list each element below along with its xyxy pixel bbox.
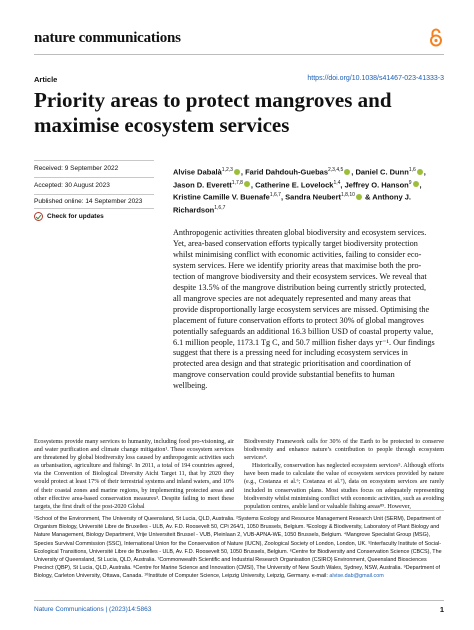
author-affiliation-ref: 1,7,8 bbox=[231, 179, 243, 186]
author-affiliation-ref: 1,6 bbox=[408, 167, 416, 173]
abstract-line: mangrove conservation could provide substantial benefits to human bbox=[173, 370, 395, 380]
author-affiliation-ref: 9 bbox=[408, 179, 412, 186]
author-name[interactable]: Jason D. Everett bbox=[173, 180, 232, 189]
author-affiliation-ref: 1,4 bbox=[333, 179, 341, 186]
doi-link[interactable]: https://doi.org/10.1038/s41467-023-41333-3 bbox=[307, 75, 444, 82]
author-affiliation-ref: 1,2,3 bbox=[221, 167, 233, 173]
published-date: Published online: 14 September 2023 bbox=[34, 198, 143, 205]
affiliations-divider bbox=[34, 510, 444, 511]
check-updates-label: Check for updates bbox=[47, 213, 104, 220]
open-access-icon bbox=[429, 28, 443, 47]
orcid-icon[interactable] bbox=[244, 181, 250, 187]
footer-divider bbox=[34, 600, 444, 601]
abstract-line: Yet, area-based conservation efforts typically target biodiversity protection bbox=[173, 238, 418, 248]
orcid-icon[interactable] bbox=[413, 181, 419, 187]
accepted-date: Accepted: 30 August 2023 bbox=[34, 182, 110, 189]
affiliations-text: ¹School of the Environment, The University of Queensland, St Lucia, QLD, Australia. ²Systems Ecology and Resource Management Research Unit (SERM), Department of Organism Biology, Université Libre de Bruxelles - ULB, Av. F.D. Roosevelt 50, CPi 264/1, 1050 Brussels, Belgium. ³Ecology & Biodiversity, Laboratory of Plant Biology and Nature Management, Biology Department, Vrije Universiteit Brussel - VUB, Pleinlaan 2, VUB-APNA-WE, 1050 Brussels, Belgium. ⁴Mangrove Specialist Group (MSG), Species Survival Commission (SSC), International Union for the Conservation of Nature (IUCN), Zoological Society of London, London, UK. ⁵Interfaculty Institute of Social-Ecological Transitions, Université Libre de Bruxelles - ULB, Av. F.D. Roosevelt 50, 1050 Brussels, Belgium. ⁶Centre for Biodiversity and Conservation Science (CBCS), The University of Queensland, St Lucia, QLD, Australia. ⁷Commonwealth Scientific and Industrial Research Organisation (CSIRO) Environment, Queensland Biosciences Precinct (QBP), St Lucia, QLD, Australia. ⁸Centre for Marine Science and Innovation (CMSI), The University of New South Wales, Sydney, NSW, Australia. ⁹Department of Biology, Carleton University, Ottawa, Canada. ¹⁰Institute of Computer Science, Leipzig University, Leipzig, Germany. bbox=[34, 516, 442, 580]
abstract-line: protected area design and that strategic prioritisation and coordination of bbox=[173, 359, 412, 369]
author-name[interactable]: Catherine E. Lovelock bbox=[255, 180, 334, 189]
author-affiliation-ref: 1,8,10 bbox=[341, 192, 355, 198]
email-prefix: e-mail: bbox=[311, 573, 328, 580]
author-name[interactable]: Farid Dahdouh-Guebas bbox=[245, 167, 328, 177]
sidebar-divider bbox=[34, 160, 154, 161]
orcid-icon[interactable] bbox=[344, 169, 350, 175]
page-number: 1 bbox=[439, 605, 444, 614]
affiliations bbox=[34, 515, 444, 581]
abstract bbox=[173, 228, 447, 392]
title-line: maximise ecosystem services bbox=[34, 113, 290, 137]
author-name[interactable]: Kristine Camille V. Buenafe bbox=[173, 192, 270, 202]
sidebar-divider bbox=[34, 194, 154, 195]
abstract-line: whilst minimising conflict with economic activities, failing to consider eco- bbox=[173, 249, 422, 259]
article-title bbox=[34, 88, 444, 138]
abstract-line: tection of mangrove biodiversity and their ecosystem services. We reveal that bbox=[173, 271, 427, 281]
abstract-line: placement of future conservation efforts to protect 30% of global mangroves bbox=[173, 315, 424, 325]
abstract-line: system services. Here we identify priority areas that maximise both the pro- bbox=[173, 260, 422, 270]
author-affiliation-ref: 1,6,7 bbox=[214, 204, 226, 211]
author-list: Alvise Dabalà$^{1,2,3}$ , Farid Dahdouh-Guebas$^{2,3,4,5}$ , Daniel C. Dunn$^{1,6}$ , Jason D. Everett$^{1,7,8}$ , Catherine E. Lovelock$^{1,4}$, Jeffrey O. Hanson$^9$ , Kristine Camille V. Buenafe$^{1,6,7}$, Sandra Neubert$^{1,8,10}$ & Anthony J. Richardson$^{1,6,7}$ bbox=[173, 167, 426, 214]
abstract-line: 6.1 million people, 1173.1 Tg C, and 50.7 million fisher days yr⁻¹. Our findings bbox=[173, 337, 435, 347]
body-paragraph: Biodiversity Framework calls for 30% of the Earth to be protected to conserve biodiversity and enhance nature’s contribution to people through ecosystem services⁴. bbox=[244, 439, 444, 462]
crossmark-icon bbox=[34, 212, 43, 221]
author-name[interactable]: Alvise Dabalà bbox=[173, 167, 222, 177]
author-affiliation-ref: 2,3,4,5 bbox=[328, 167, 344, 173]
body-column-right bbox=[244, 438, 444, 511]
abstract-line: despite 13.5% of the mangrove distribution being currently strictly protected, bbox=[173, 282, 427, 292]
abstract-line: wellbeing. bbox=[173, 381, 208, 391]
journal-name[interactable]: nature communications bbox=[34, 30, 181, 46]
author-affiliation-ref: 1,6,7 bbox=[269, 192, 281, 198]
orcid-icon[interactable] bbox=[234, 169, 240, 175]
author-name[interactable]: Daniel C. Dunn bbox=[355, 167, 409, 177]
orcid-icon[interactable] bbox=[356, 194, 362, 200]
abstract-line: all mangrove species are not adequately represented and many areas that bbox=[173, 293, 411, 303]
author-name[interactable]: Anthony J. Richardson bbox=[173, 192, 411, 214]
article-type: Article bbox=[34, 75, 58, 84]
check-updates-link[interactable] bbox=[34, 212, 104, 221]
orcid-icon[interactable] bbox=[417, 169, 423, 175]
body-column-left bbox=[34, 438, 234, 511]
abstract-line: Anthropogenic activities threaten global biodiversity and ecosystem services. bbox=[173, 228, 427, 237]
body-paragraph: Historically, conservation has neglected ecosystem services⁵. Although efforts have been made to calculate the value of ecosystem services provided by nature (e.g., Costanza et al.⁶; Costanza et al.⁷), data on ecosystem services are rarely included in conservation plans. Most studies focus on adequately representing biodiversity whilst minimising conflict with economic activities, such as avoiding population centres, arable land or valuable fishing areas⁸⁹. However, bbox=[244, 463, 444, 510]
received-date: Received: 9 September 2022 bbox=[34, 165, 119, 172]
sidebar-divider bbox=[34, 177, 154, 178]
footer-citation[interactable]: Nature Communications | (2023)14:5863 bbox=[34, 606, 152, 613]
abstract-line: provide disproportionally large ecosystem services are missed. Optimising the bbox=[173, 304, 430, 314]
author-name[interactable]: Sandra Neubert bbox=[285, 192, 341, 202]
sidebar-divider bbox=[34, 208, 154, 209]
title-line: Priority areas to protect mangroves and bbox=[34, 88, 392, 112]
abstract-line: suggest that there is a pressing need for including ecosystem services in bbox=[173, 348, 408, 358]
author-name[interactable]: Jeffrey O. Hanson bbox=[344, 180, 409, 189]
header-divider bbox=[34, 54, 444, 55]
abstract-line: potentially safeguards an additional 16.3 billion USD of coastal property value, bbox=[173, 326, 434, 336]
email-link[interactable]: alvise.dab@gmail.com bbox=[329, 573, 384, 580]
body-paragraph: Ecosystems provide many services to humanity, including food pro-visioning, air and water purification and climate change mitigation¹. These ecosystem services are threatened by global biodiversity loss caused by anthropogenic activities such as urbanisation, agriculture and fishing². In 2011, a total of 194 countries agreed, via the Convention of Biological Diversity Aichi Target 11, that by 2020 they would protect at least 17% of their terrestrial systems and inland waters, and 10% of their coastal zones and marine regions, by implementing protected areas and other effective area-based conservation measures³. Despite failing to meet these targets, the first draft of the post-2020 Global bbox=[34, 439, 234, 510]
